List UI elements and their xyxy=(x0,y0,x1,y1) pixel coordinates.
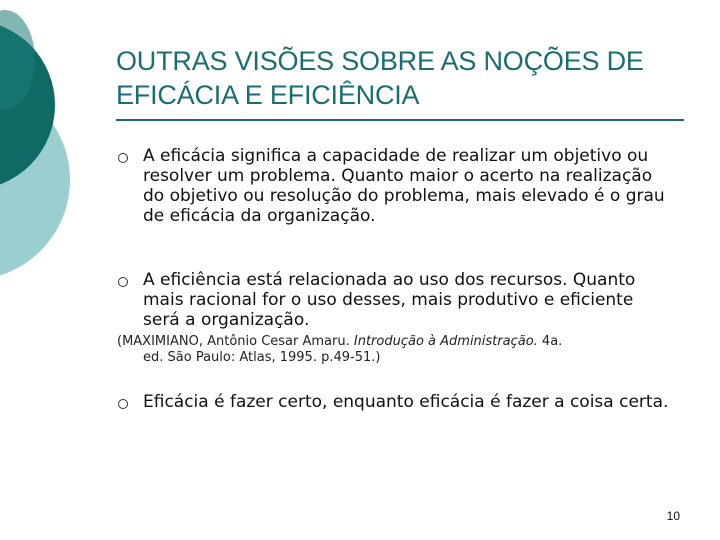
page-number: 10 xyxy=(666,509,680,523)
title-underline xyxy=(116,119,684,121)
bullet-circle-icon xyxy=(117,152,129,164)
slide-title: OUTRAS VISÕES SOBRE AS NOÇÕES DE EFICÁCIA E EFICIÊNCIA xyxy=(116,46,644,110)
bullet-circle-icon xyxy=(117,276,129,288)
decorative-circles xyxy=(0,0,120,300)
bullet-text: Eficácia é fazer certo, enquanto eficácia é fazer a coisa certa. xyxy=(143,392,669,412)
citation-publisher: ed. São Paulo: Atlas, 1995. p.49-51.) xyxy=(143,350,381,365)
citation-edition: 4a. xyxy=(537,334,563,349)
bullet-text: A eficiência está relacionada ao uso dos recursos. Quanto mais racional for o uso desses, mais produtivo e eficiente será a organização. xyxy=(143,270,636,330)
citation xyxy=(117,334,687,366)
citation-prefix: (MAXIMIANO, Antônio Cesar Amaru. xyxy=(117,334,354,349)
bullet-text: A eficácia significa a capacidade de realizar um objetivo ou resolver um problema. Quanto maior o acerto na realização do objetivo ou resolução do problema, mais elevado é o grau de eficácia da organização. xyxy=(143,146,665,226)
bullet-circle-icon xyxy=(117,398,129,410)
citation-book-title: Introdução à Administração. xyxy=(353,334,538,349)
